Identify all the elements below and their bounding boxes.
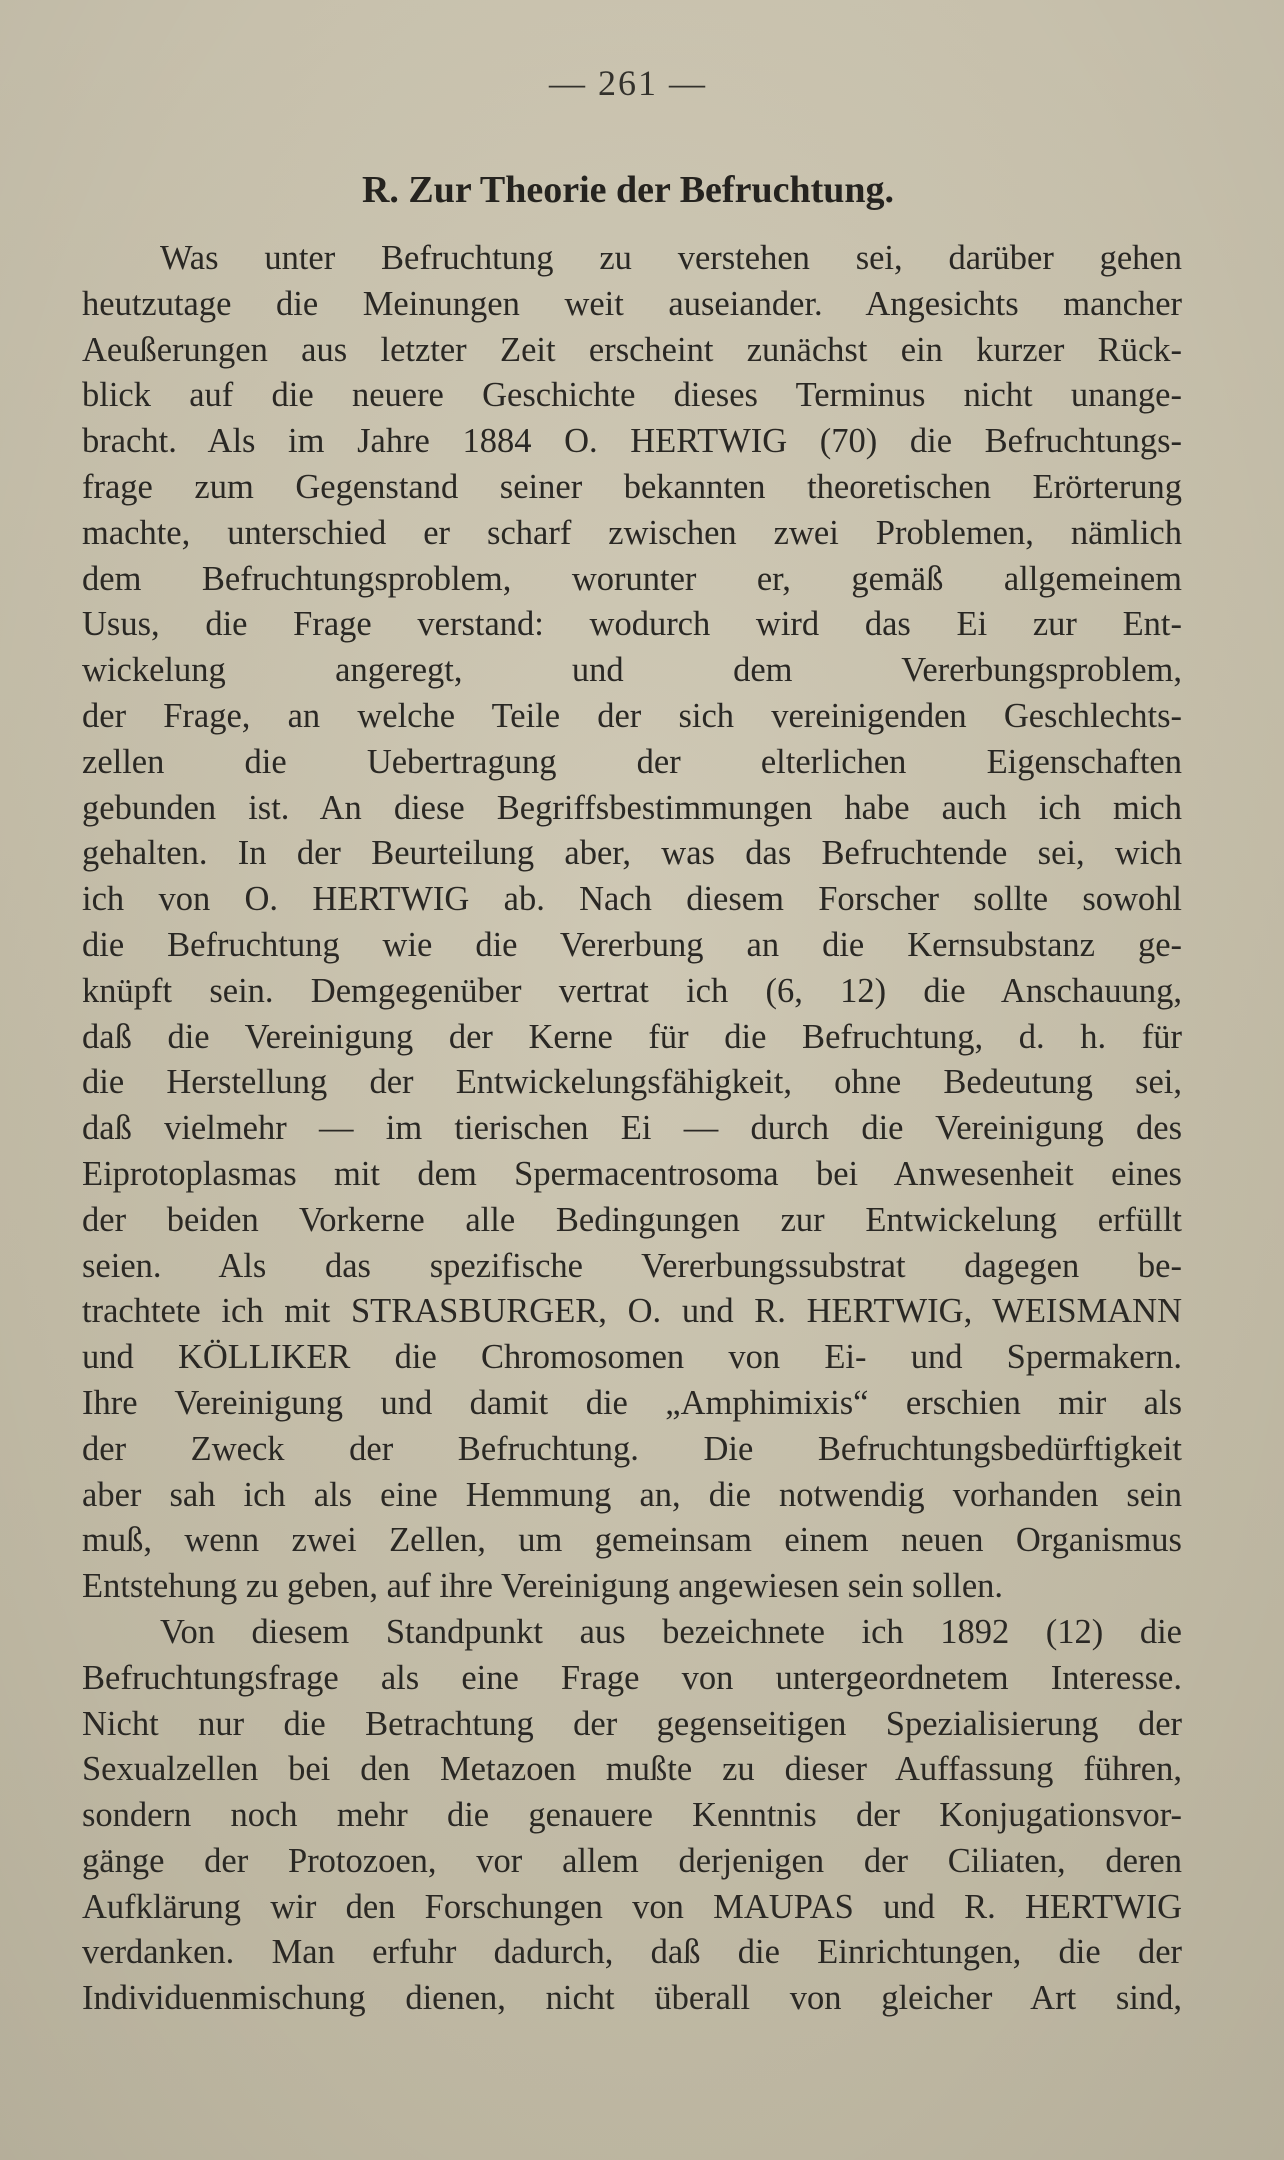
text-line: frage zum Gegenstand seiner bekannten theoretischen Erörterung: [82, 467, 1182, 506]
text-line: knüpft sein. Demgegenüber vertrat ich (6, 12) die Anschauung,: [82, 971, 1182, 1010]
text-line: gehalten. In der Beurteilung aber, was das Befruchtende sei, wich: [82, 834, 1182, 873]
text-line: verdanken. Man erfuhr dadurch, daß die Einrichtungen, die der: [82, 1933, 1182, 1972]
text-line: und KÖLLIKER die Chromosomen von Ei- und Spermakern.: [82, 1338, 1182, 1377]
text-line: Usus, die Frage verstand: wodurch wird das Ei zur Ent-: [82, 605, 1182, 644]
text-line: machte, unterschied er scharf zwischen zwei Problemen, nämlich: [82, 513, 1182, 552]
text-line: aber sah ich als eine Hemmung an, die notwendig vorhanden sein: [82, 1475, 1182, 1514]
text-line: der Frage, an welche Teile der sich vereinigenden Geschlechts-: [82, 696, 1182, 735]
text-line: der beiden Vorkerne alle Bedingungen zur Entwickelung erfüllt: [82, 1200, 1182, 1239]
text-line: Nicht nur die Betrachtung der gegenseitigen Spezialisierung der: [82, 1704, 1182, 1743]
text-line: heutzutage die Meinungen weit auseiander. Angesichts mancher: [82, 284, 1182, 323]
text-line: Aeußerungen aus letzter Zeit erscheint zunächst ein kurzer Rück-: [82, 330, 1182, 369]
text-line: Entstehung zu geben, auf ihre Vereinigung angewiesen sein sollen.: [82, 1567, 1004, 1606]
text-line: gänge der Protozoen, vor allem derjenigen der Ciliaten, deren: [82, 1841, 1182, 1880]
page-number: — 261 —: [549, 63, 707, 103]
text-line: muß, wenn zwei Zellen, um gemeinsam einem neuen Organismus: [82, 1521, 1182, 1560]
text-line: gebunden ist. An diese Begriffsbestimmungen habe auch ich mich: [82, 788, 1182, 827]
text-line: daß vielmehr — im tierischen Ei — durch die Vereinigung des: [82, 1109, 1182, 1148]
text-line: Sexualzellen bei den Metazoen mußte zu dieser Auffassung führen,: [82, 1750, 1182, 1789]
text-line: bracht. Als im Jahre 1884 O. HERTWIG (70) die Befruchtungs-: [82, 422, 1182, 461]
text-line: Was unter Befruchtung zu verstehen sei, darüber gehen: [160, 239, 1182, 277]
text-line: die Befruchtung wie die Vererbung an die Kernsubstanz ge-: [82, 925, 1182, 964]
text-line: daß die Vereinigung der Kerne für die Befruchtung, d. h. für: [82, 1017, 1182, 1056]
text-line: Eiprotoplasmas mit dem Spermacentrosoma bei Anwesenheit eines: [82, 1154, 1182, 1193]
section-heading: R. Zur Theorie der Befruchtung.: [361, 169, 895, 211]
text-line: Von diesem Standpunkt aus bezeichnete ich 1892 (12) die: [160, 1612, 1182, 1651]
text-line: sondern noch mehr die genauere Kenntnis der Konjugationsvor-: [82, 1796, 1182, 1835]
text-line: Individuenmischung dienen, nicht überall von gleicher Art sind,: [82, 1979, 1182, 2018]
text-line: wickelung angeregt, und dem Vererbungsproblem,: [82, 651, 1182, 690]
text-line: blick auf die neuere Geschichte dieses Terminus nicht unange-: [82, 376, 1182, 415]
text-line: ich von O. HERTWIG ab. Nach diesem Forscher sollte sowohl: [82, 880, 1182, 919]
text-line: Ihre Vereinigung und damit die „Amphimixis“ erschien mir als: [82, 1383, 1182, 1422]
text-line: Befruchtungsfrage als eine Frage von untergeordnetem Interesse.: [82, 1658, 1182, 1697]
text-line: Aufklärung wir den Forschungen von MAUPAS und R. HERTWIG: [82, 1887, 1182, 1926]
body-text: [82, 236, 1182, 2022]
text-line: die Herstellung der Entwickelungsfähigkeit, ohne Bedeutung sei,: [82, 1063, 1182, 1102]
text-line: dem Befruchtungsproblem, worunter er, gemäß allgemeinem: [82, 559, 1182, 598]
text-line: der Zweck der Befruchtung. Die Befruchtungsbedürftigkeit: [82, 1429, 1182, 1468]
text-line: trachtete ich mit STRASBURGER, O. und R. HERTWIG, WEISMANN: [82, 1292, 1182, 1331]
text-line: seien. Als das spezifische Vererbungssubstrat dagegen be-: [82, 1246, 1182, 1285]
text-line: zellen die Uebertragung der elterlichen Eigenschaften: [82, 742, 1182, 781]
